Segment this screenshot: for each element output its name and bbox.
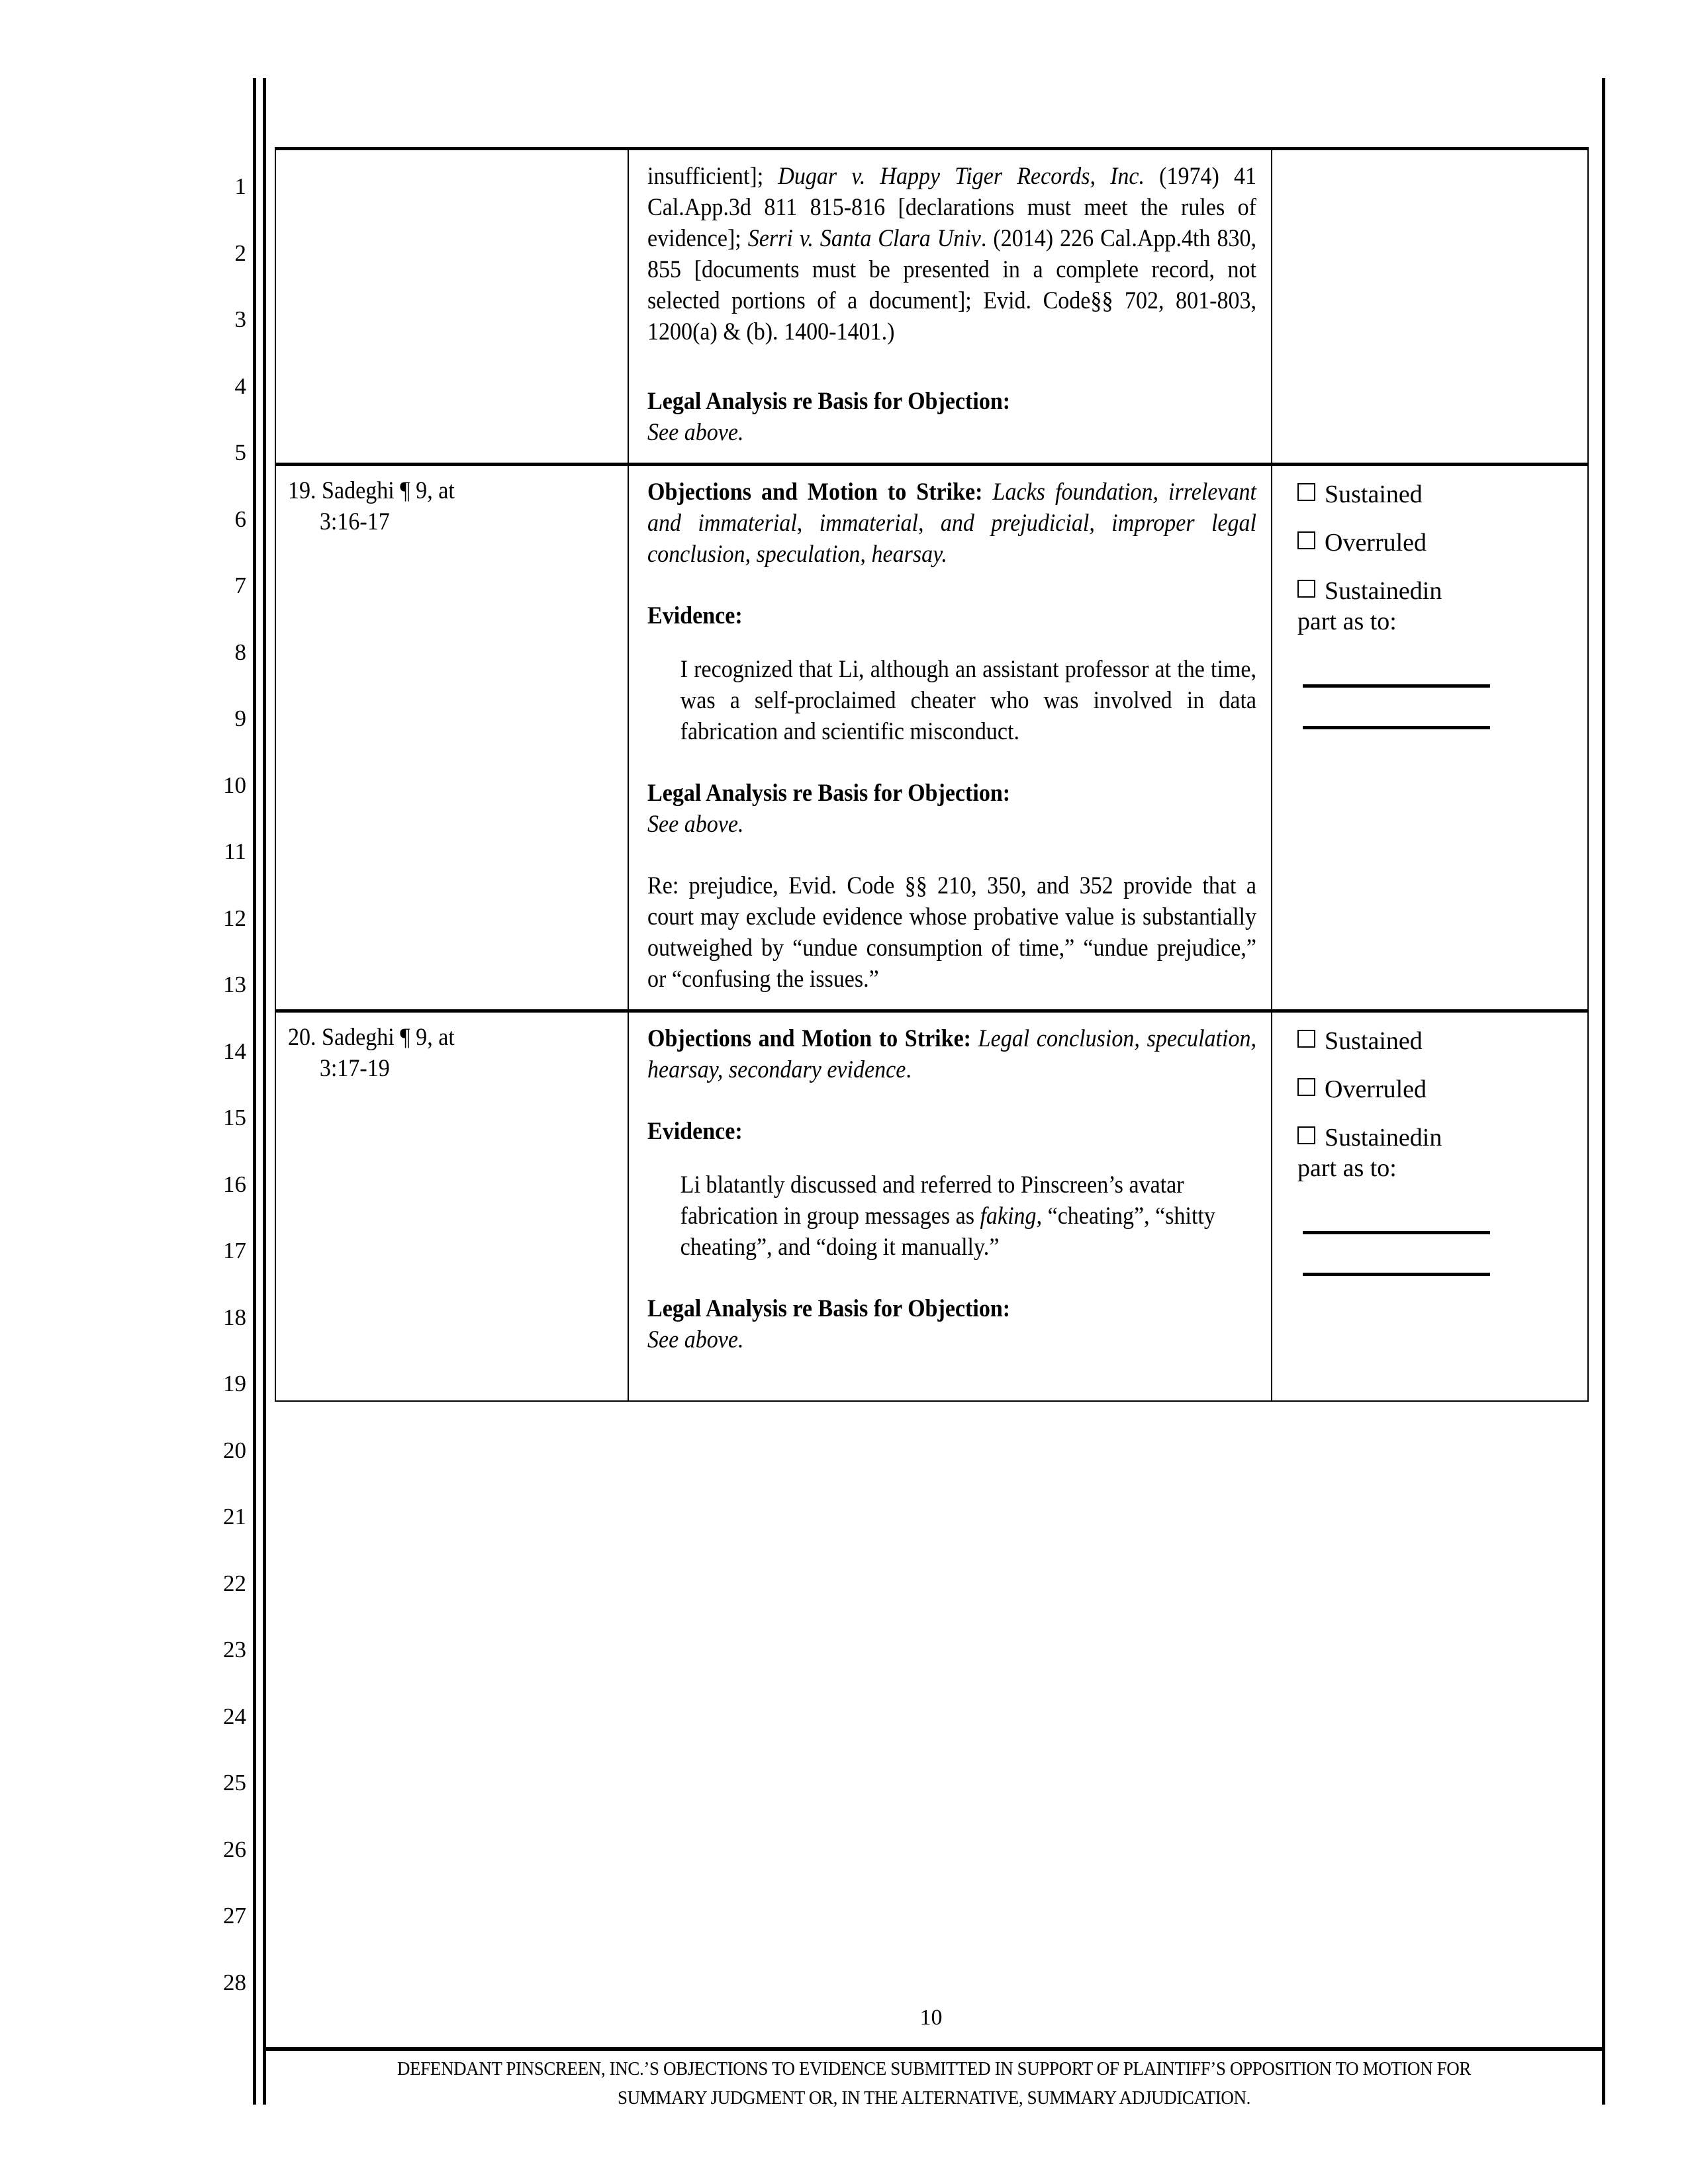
reference-cell bbox=[275, 1011, 628, 1402]
objections-value-tail: . bbox=[906, 1056, 912, 1083]
line-number: 17 bbox=[223, 1238, 246, 1263]
ruling-option-label-line2: part as to: bbox=[1297, 1154, 1397, 1182]
line-number: 28 bbox=[223, 1969, 246, 1995]
line-number: 4 bbox=[234, 373, 246, 399]
footer-divider bbox=[266, 2047, 1602, 2051]
citation-text-mid: (1974) 41 Cal.App.3d 811 815-816 [declarations must meet the rules of evidence]; bbox=[647, 163, 1257, 252]
ruling-blank-line-2[interactable] bbox=[1303, 726, 1490, 729]
footer-caption-line2: SUMMARY JUDGMENT OR, IN THE ALTERNATIVE, SUMMARY ADJUDICATION. bbox=[618, 2087, 1250, 2109]
line-number: 15 bbox=[223, 1105, 246, 1130]
right-margin-rule bbox=[1602, 78, 1605, 2105]
objection-cell bbox=[628, 1011, 1272, 1402]
ruling-option-sustained-in-part[interactable] bbox=[1297, 1122, 1577, 1183]
reference-label-line2: 3:16-17 bbox=[319, 508, 390, 535]
ruling-option-label-line2: part as to: bbox=[1297, 608, 1397, 635]
line-number: 2 bbox=[234, 240, 246, 266]
reference-label-line2: 3:17-19 bbox=[319, 1055, 390, 1082]
evidence-quote-part1: Li blatantly discussed and referred to Pinscreen’s avatar fabrication in group messages as bbox=[680, 1171, 1184, 1230]
line-number: 8 bbox=[234, 639, 246, 665]
footer-caption-line1: DEFENDANT PINSCREEN, INC.’S OBJECTIONS TO EVIDENCE SUBMITTED IN SUPPORT OF PLAINTIFF’S OPPOSITION TO MOTION FOR bbox=[397, 2058, 1471, 2079]
table-row bbox=[275, 1011, 1588, 1402]
ruling-option-overruled[interactable] bbox=[1297, 527, 1577, 558]
ruling-option-sustained[interactable] bbox=[1297, 479, 1577, 510]
evidence-quote bbox=[647, 1169, 1256, 1263]
legal-analysis-value: See above. bbox=[647, 811, 744, 838]
ruling-option-label: Sustained bbox=[1325, 480, 1423, 508]
legal-analysis-label: Legal Analysis re Basis for Objection: bbox=[647, 388, 1011, 415]
ruling-option-label-a: Sustained bbox=[1325, 577, 1423, 605]
table-row bbox=[275, 465, 1588, 1011]
evidence-label: Evidence: bbox=[647, 1118, 743, 1145]
objections-table bbox=[275, 147, 1589, 1402]
case-name-dugar: Dugar v. Happy Tiger Records, Inc. bbox=[778, 163, 1145, 190]
ruling-option-label-a: Sustained bbox=[1325, 1124, 1423, 1152]
checkbox-icon[interactable] bbox=[1297, 531, 1315, 549]
line-number: 1 bbox=[234, 173, 246, 199]
checkbox-icon[interactable] bbox=[1297, 483, 1315, 501]
line-number: 13 bbox=[223, 972, 246, 997]
left-margin-rule-inner bbox=[263, 78, 266, 2105]
left-margin-rule-outer bbox=[253, 78, 256, 2105]
line-number-gutter bbox=[199, 154, 246, 2016]
footer-caption bbox=[266, 2054, 1602, 2113]
evidence-label: Evidence: bbox=[647, 602, 743, 629]
ruling-option-label-b: in bbox=[1422, 1124, 1442, 1152]
evidence-quote: I recognized that Li, although an assistant professor at the time, was a self-proclaimed cheater who was involved in data fabrication and scientific misconduct. bbox=[680, 656, 1257, 745]
objections-label: Objections and Motion to Strike: bbox=[647, 1025, 972, 1052]
ruling-blank-line-2[interactable] bbox=[1303, 1273, 1490, 1276]
line-number: 12 bbox=[223, 905, 246, 931]
checkbox-icon[interactable] bbox=[1297, 1126, 1315, 1144]
line-number: 27 bbox=[223, 1903, 246, 1929]
case-name-serri: Serri v. Santa Clara Univ bbox=[747, 225, 981, 252]
line-number: 9 bbox=[234, 705, 246, 731]
line-number: 24 bbox=[223, 1703, 246, 1729]
ruling-cell bbox=[1272, 149, 1588, 465]
objections-value: Legal conclusion, speculation, hearsay, secondary evidence bbox=[647, 1025, 1257, 1083]
line-number: 26 bbox=[223, 1836, 246, 1862]
line-number: 19 bbox=[223, 1371, 246, 1396]
legal-analysis-label: Legal Analysis re Basis for Objection: bbox=[647, 1295, 1011, 1322]
line-number: 21 bbox=[223, 1504, 246, 1529]
reference-cell bbox=[275, 149, 628, 465]
objections-paragraph bbox=[647, 1023, 1256, 1085]
ruling-option-label: Sustained bbox=[1325, 1027, 1423, 1055]
line-number: 20 bbox=[223, 1437, 246, 1463]
citation-text-tail: . (2014) 226 Cal.App.4th 830, 855 [documents must be presented in a complete record, not selected portions of a document]; Evid. Code§§ 702, 801-803, 1200(a) & (b). 1400-1401.) bbox=[647, 225, 1257, 345]
citation-text-lead: insufficient]; bbox=[647, 163, 778, 190]
table-row bbox=[275, 149, 1588, 465]
objection-cell bbox=[628, 149, 1272, 465]
reference-label-line1: 19. Sadeghi ¶ 9, at bbox=[288, 477, 455, 504]
ruling-cell bbox=[1272, 465, 1588, 1011]
reference-label-line1: 20. Sadeghi ¶ 9, at bbox=[288, 1024, 455, 1051]
ruling-option-sustained[interactable] bbox=[1297, 1026, 1577, 1056]
line-number: 18 bbox=[223, 1304, 246, 1330]
ruling-option-overruled[interactable] bbox=[1297, 1074, 1577, 1105]
line-number: 11 bbox=[224, 839, 246, 864]
objections-label: Objections and Motion to Strike: bbox=[647, 478, 983, 506]
checkbox-icon[interactable] bbox=[1297, 580, 1315, 598]
reference-cell bbox=[275, 465, 628, 1011]
line-number: 5 bbox=[234, 439, 246, 465]
objection-cell bbox=[628, 465, 1272, 1011]
line-number: 14 bbox=[223, 1038, 246, 1064]
checkbox-icon[interactable] bbox=[1297, 1030, 1315, 1048]
line-number: 22 bbox=[223, 1570, 246, 1596]
checkbox-icon[interactable] bbox=[1297, 1078, 1315, 1096]
evidence-quote-part2: , “cheating”, “shitty cheating”, and “doing it manually.” bbox=[680, 1203, 1215, 1261]
legal-analysis-label: Legal Analysis re Basis for Objection: bbox=[647, 780, 1011, 807]
objections-paragraph bbox=[647, 477, 1256, 570]
prejudice-note: Re: prejudice, Evid. Code §§ 210, 350, and 352 provide that a court may exclude evidence whose probative value is substantially outweighed by “undue consumption of time,” “undue prejudice,” or “confusing the issues.” bbox=[647, 872, 1257, 993]
page-number: 10 bbox=[919, 2005, 943, 2030]
evidence-quote-italic: faking bbox=[980, 1203, 1037, 1230]
line-number: 10 bbox=[223, 772, 246, 798]
legal-analysis-value: See above. bbox=[647, 419, 744, 446]
line-number: 16 bbox=[223, 1171, 246, 1197]
line-number: 3 bbox=[234, 306, 246, 332]
ruling-option-label: Overruled bbox=[1325, 529, 1427, 557]
citation-paragraph bbox=[647, 161, 1256, 347]
legal-analysis-value: See above. bbox=[647, 1326, 744, 1353]
ruling-option-sustained-in-part[interactable] bbox=[1297, 576, 1577, 637]
ruling-option-label-b: in bbox=[1422, 577, 1442, 605]
line-number: 25 bbox=[223, 1770, 246, 1796]
objections-value: Lacks foundation, irrelevant and immaterial, immaterial, and prejudicial, improper legal conclusion, speculation, hearsay. bbox=[647, 478, 1257, 568]
ruling-option-label: Overruled bbox=[1325, 1075, 1427, 1103]
ruling-cell bbox=[1272, 1011, 1588, 1402]
line-number: 7 bbox=[234, 572, 246, 598]
line-number: 23 bbox=[223, 1637, 246, 1662]
line-number: 6 bbox=[234, 506, 246, 532]
